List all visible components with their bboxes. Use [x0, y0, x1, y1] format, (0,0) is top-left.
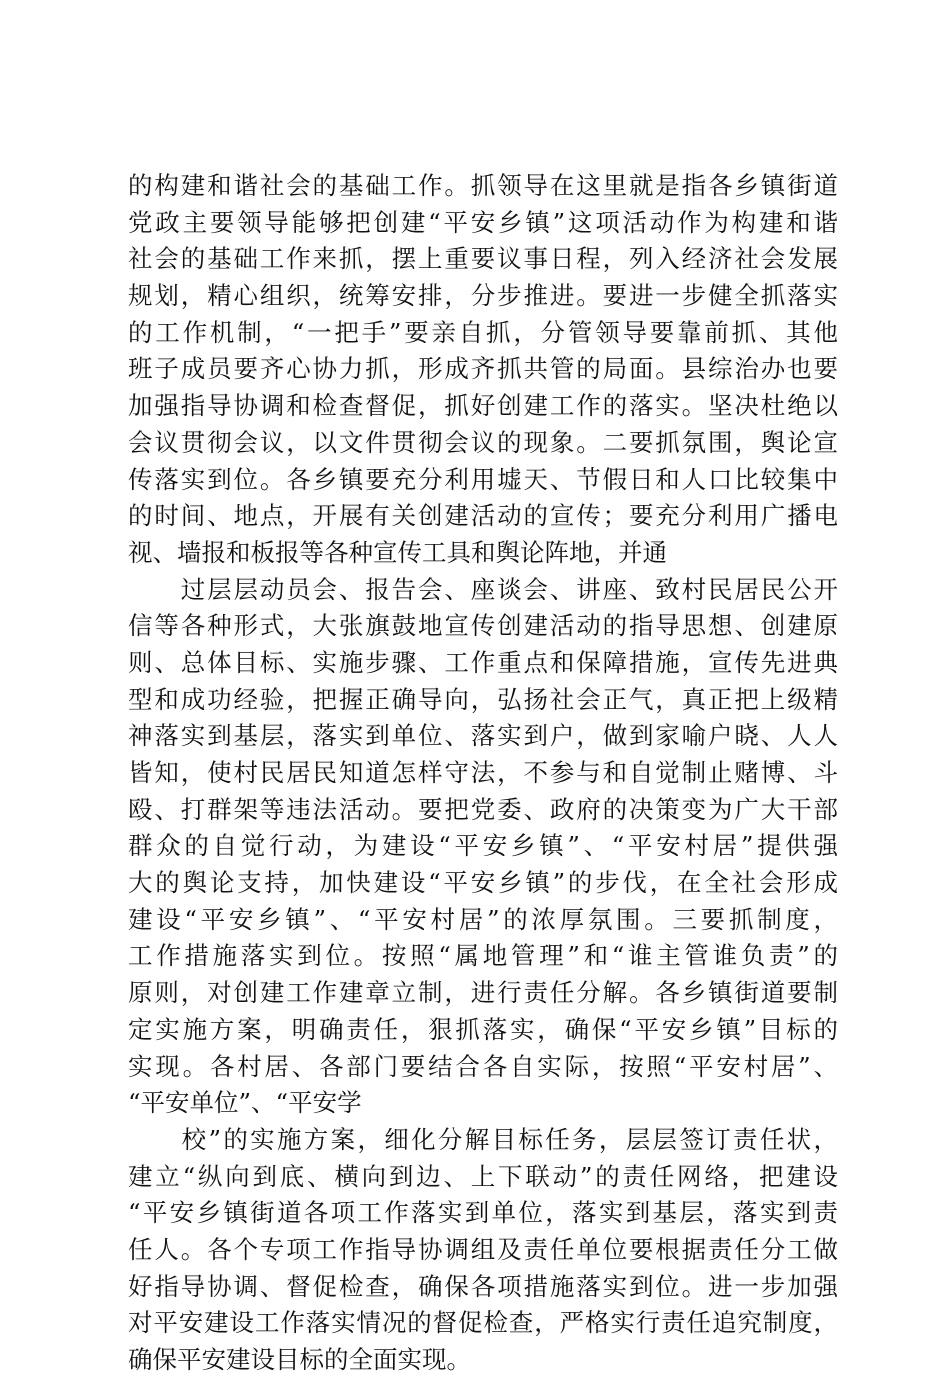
- text-line: 的工作机制，“一把手”要亲自抓，分管领导要靠前抓、其他: [128, 317, 838, 347]
- text-line: 校”的实施方案，细化分解目标任务，层层签订责任状，: [128, 1124, 838, 1154]
- text-line: 原则，对创建工作建章立制，进行责任分解。各乡镇街道要制: [128, 978, 838, 1008]
- text-line: 建设“平安乡镇”、“平安村居”的浓厚氛围。三要抓制度，: [128, 904, 838, 934]
- text-line: 工作措施落实到位。按照“属地管理”和“谁主管谁负责”的: [128, 941, 838, 971]
- text-line: 加强指导协调和检查督促，抓好创建工作的落实。坚决杜绝以: [128, 391, 838, 421]
- text-line: 任人。各个专项工作指导协调组及责任单位要根据责任分工做: [128, 1234, 838, 1264]
- text-line: 党政主要领导能够把创建“平安乡镇”这项活动作为构建和谐: [128, 207, 838, 237]
- text-line: 定实施方案，明确责任，狠抓落实，确保“平安乡镇”目标的: [128, 1014, 838, 1044]
- text-line: 群众的自觉行动，为建设“平安乡镇”、“平安村居”提供强: [128, 831, 838, 861]
- text-line: 过层层动员会、报告会、座谈会、讲座、致村民居民公开: [128, 574, 838, 604]
- text-line: 社会的基础工作来抓，摆上重要议事日程，列入经济社会发展: [128, 244, 838, 274]
- body-text: [128, 168, 838, 1379]
- text-line: 实现。各村居、各部门要结合各自实际，按照“平安村居”、: [128, 1051, 838, 1081]
- text-line: 神落实到基层，落实到单位、落实到户，做到家喻户晓、人人: [128, 721, 838, 751]
- text-line: 确保平安建设目标的全面实现。: [128, 1345, 471, 1374]
- text-line: 信等各种形式，大张旗鼓地宣传创建活动的指导思想、创建原: [128, 611, 838, 641]
- text-line: 规划，精心组织，统筹安排，分步推进。要进一步健全抓落实: [128, 281, 838, 311]
- text-line: 大的舆论支持，加快建设“平安乡镇”的步伐，在全社会形成: [128, 868, 838, 898]
- text-line: 的构建和谐社会的基础工作。抓领导在这里就是指各乡镇街道: [128, 171, 838, 200]
- text-line: 建立“纵向到底、横向到边、上下联动”的责任网络，把建设: [128, 1161, 838, 1191]
- text-line: “平安单位”、“平安学: [128, 1088, 362, 1118]
- text-line: 好指导协调、督促检查，确保各项措施落实到位。进一步加强: [128, 1271, 838, 1301]
- text-line: “平安乡镇街道各项工作落实到单位，落实到基层，落实到责: [128, 1198, 838, 1228]
- text-line: 会议贯彻会议，以文件贯彻会议的现象。二要抓氛围，舆论宣: [128, 427, 838, 457]
- text-line: 对平安建设工作落实情况的督促检查，严格实行责任追究制度，: [128, 1308, 838, 1338]
- text-line: 型和成功经验，把握正确导向，弘扬社会正气，真正把上级精: [128, 684, 838, 714]
- text-line: 则、总体目标、实施步骤、工作重点和保障措施，宣传先进典: [128, 647, 838, 677]
- text-line: 传落实到位。各乡镇要充分利用墟天、节假日和人口比较集中: [128, 464, 838, 494]
- text-line: 的时间、地点，开展有关创建活动的宣传；要充分利用广播电: [128, 501, 838, 531]
- text-line: 视、墙报和板报等各种宣传工具和舆论阵地，并通: [128, 537, 667, 567]
- text-line: 皆知，使村民居民知道怎样守法，不参与和自觉制止赌博、斗: [128, 758, 838, 787]
- text-line: 殴、打群架等违法活动。要把党委、政府的决策变为广大干部: [128, 794, 838, 824]
- text-line: 班子成员要齐心协力抓，形成齐抓共管的局面。县综治办也要: [128, 354, 838, 384]
